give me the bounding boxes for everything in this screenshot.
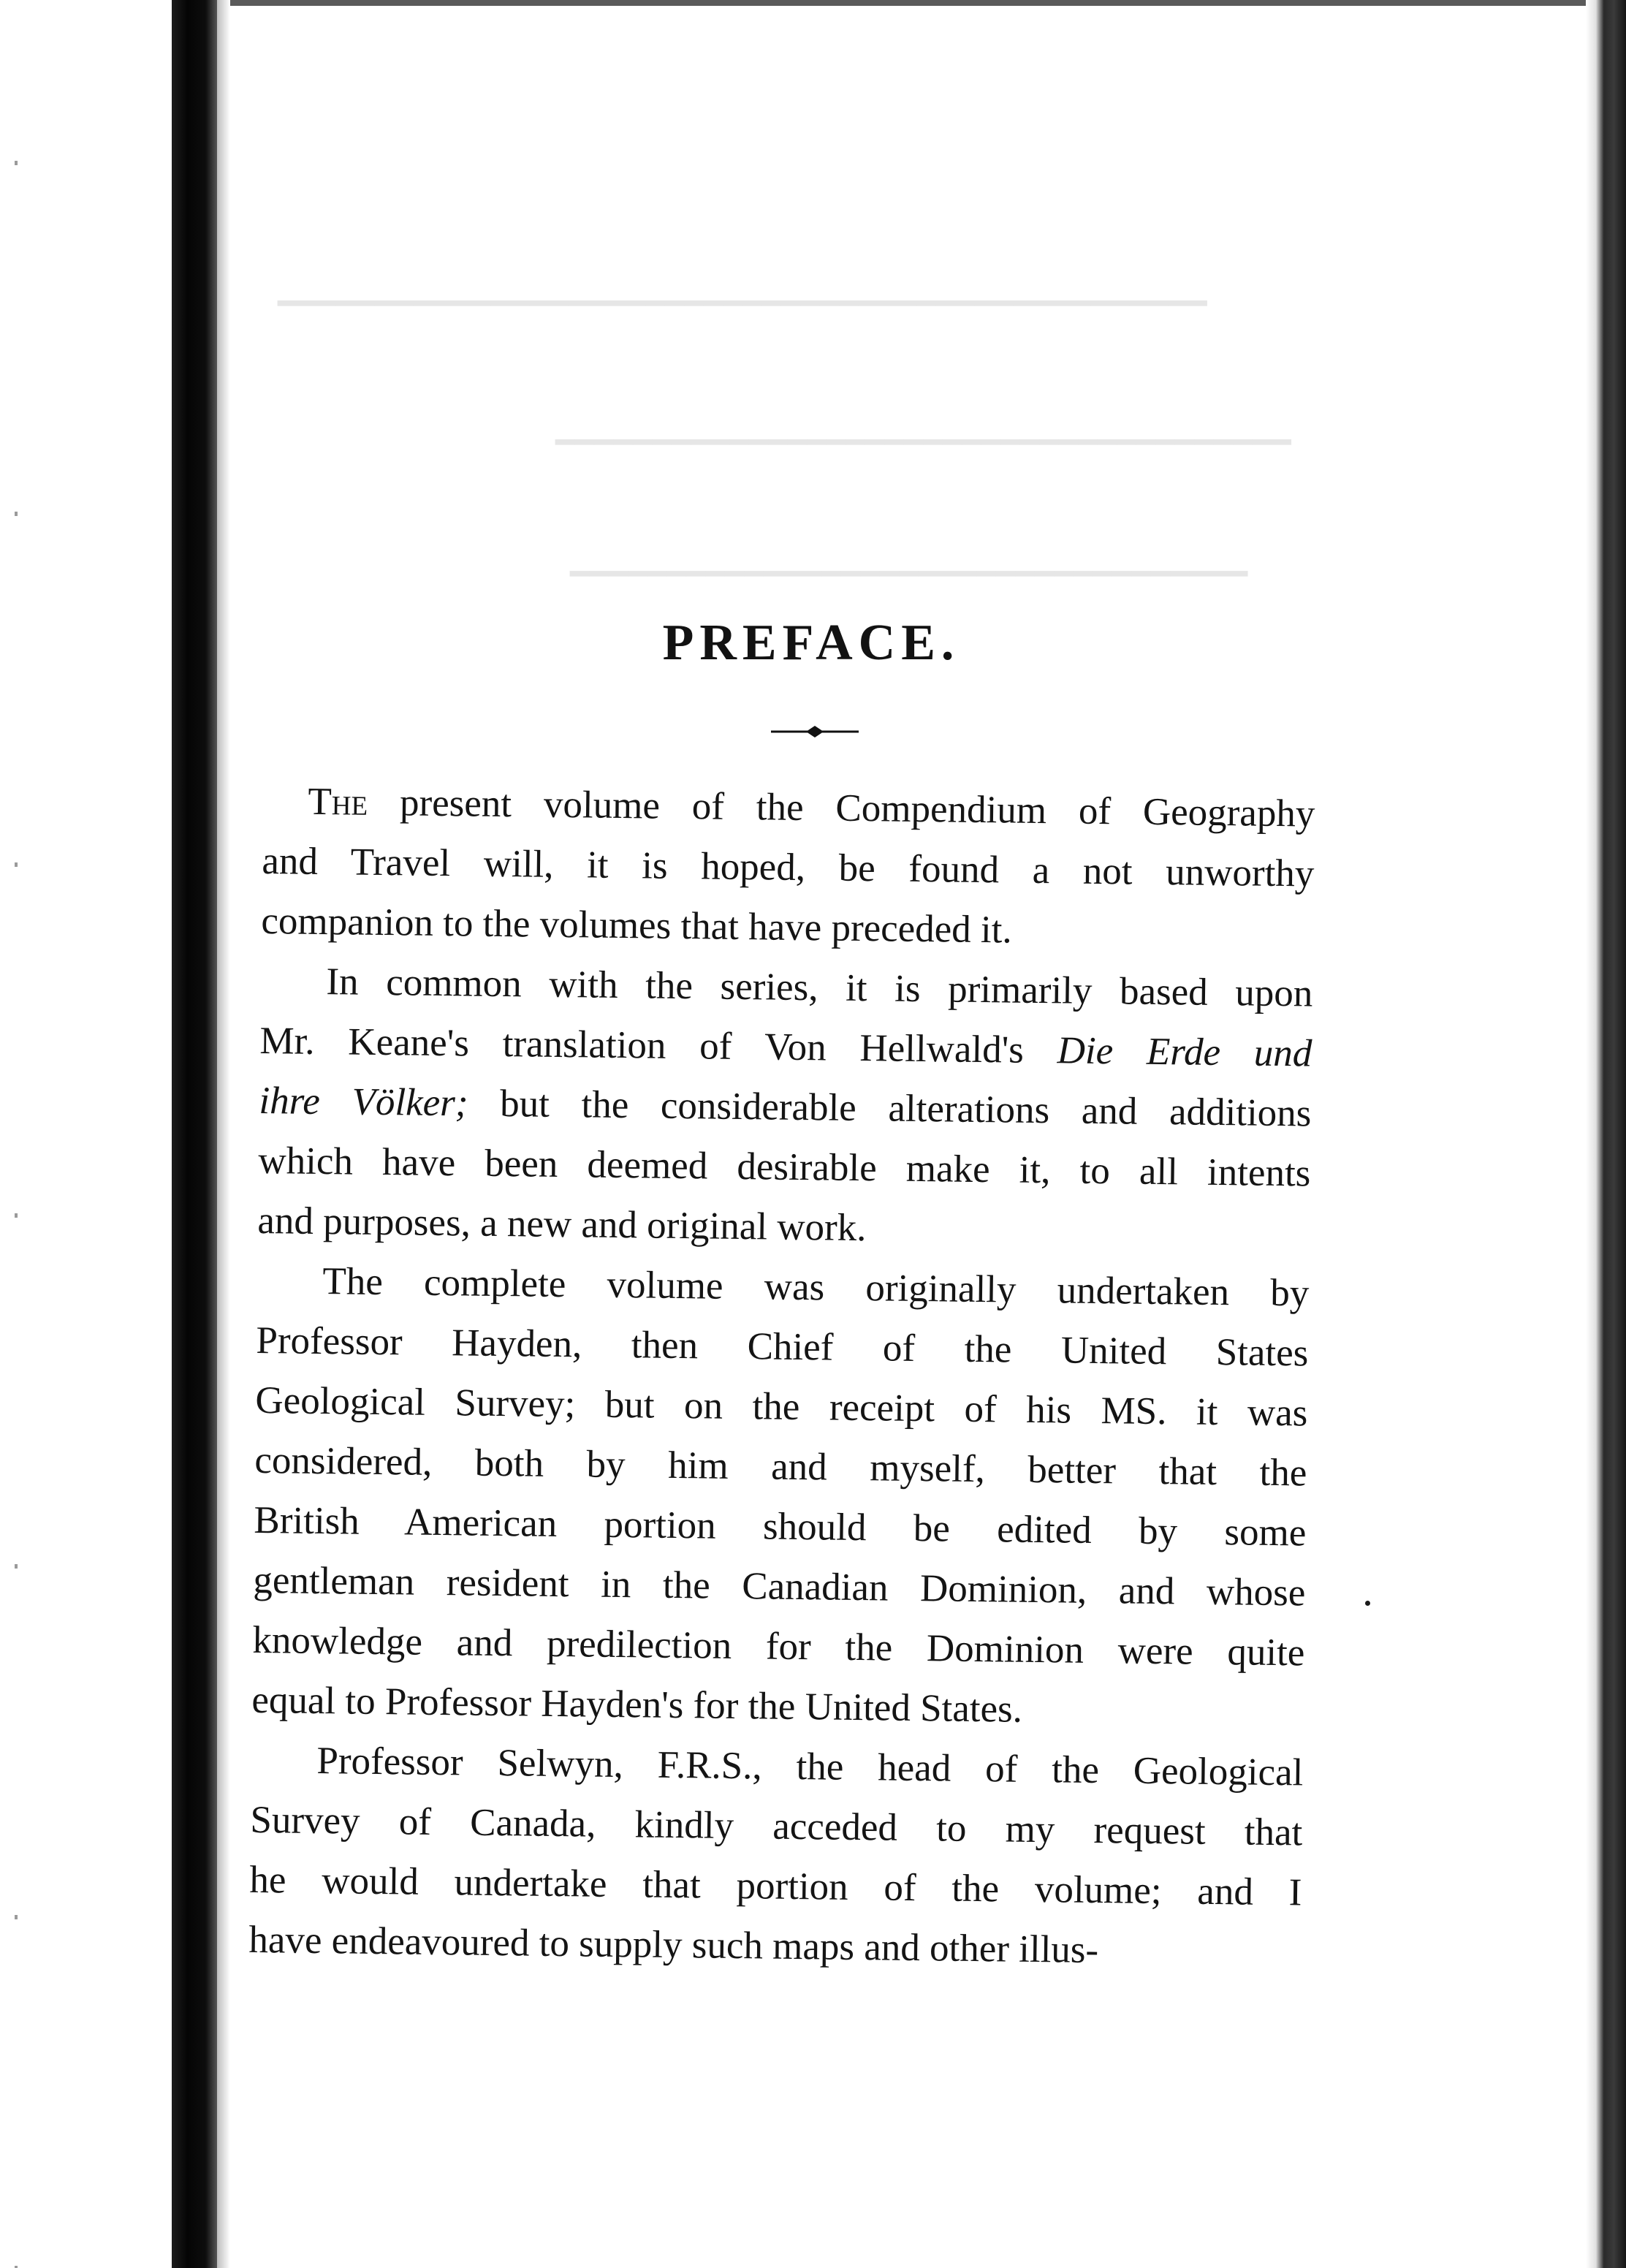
italic-title: ihre Völker; (259, 1079, 468, 1125)
line-text: equal to Professor Hayden's for the United States. (251, 1678, 1023, 1731)
book-binding-edge (172, 0, 217, 2268)
paragraph (251, 1251, 1310, 1743)
line-text: gentleman resident in the Canadian Dominion, and whose (253, 1558, 1306, 1615)
title-ornament (771, 720, 859, 742)
line-text: In common with the series, it is primarily based upon (326, 960, 1313, 1015)
line-text: have endeavoured to supply such maps and other illus- (248, 1918, 1099, 1972)
line-text: knowledge and predilection for the Dominion were quite (252, 1618, 1305, 1675)
line-text: Geological Survey; but on the receipt of his MS. it was (255, 1378, 1308, 1435)
line-text: but the considerable alterations and additions (468, 1082, 1312, 1135)
italic-title: Die Erde und (1057, 1029, 1312, 1075)
line-text: Mr. Keane's translation of Von Hellwald's (259, 1019, 1058, 1072)
page-top-edge (230, 0, 1626, 6)
line-text: and purposes, a new and original work. (257, 1199, 867, 1250)
show-through-text: ━━━━━━━━━━━━━━━━━━━━━━━━━━━━━━━━━━━━━━━━━━━━━━━━ (278, 286, 1207, 322)
gutter-shadow (217, 0, 230, 2268)
line-text: Professor Selwyn, F.R.S., the head of the Geological (316, 1740, 1304, 1794)
show-through-text: ━━━━━━━━━━━━━━━━━━━━━━━━━━━━━━━━━━━ (570, 556, 1248, 592)
line-text: considered, both by him and myself, better that the (254, 1438, 1307, 1495)
book-right-edge (1586, 0, 1626, 2268)
lead-word: The (308, 780, 368, 824)
line-text: companion to the volumes that have preceded it. (261, 899, 1013, 952)
line-text: which have been deemed desirable make it, to all intents (258, 1139, 1311, 1195)
ink-speck (1365, 1601, 1370, 1606)
line-text: The complete volume was originally undertaken by (322, 1260, 1310, 1315)
line-text: present volume of the Compendium of Geography (367, 781, 1315, 835)
line-text: British American portion should be edited by some (254, 1498, 1307, 1555)
line-text: Professor Hayden, then Chief of the United States (256, 1319, 1309, 1375)
line-text: he would undertake that portion of the volume; and I (249, 1858, 1302, 1914)
scan-specks (15, 0, 18, 2268)
paragraph (248, 1730, 1304, 1983)
preface-body (248, 771, 1315, 1982)
left-margin (0, 0, 172, 2268)
show-through-text: ━━━━━━━━━━━━━━━━━━━━━━━━━━━━━━━━━━━━━━ (555, 425, 1291, 460)
page-title: PREFACE. (662, 615, 960, 671)
paragraph (261, 771, 1315, 964)
paragraph (257, 951, 1313, 1264)
line-text: and Travel will, it is hoped, be found a not unworthy (262, 839, 1315, 895)
line-text: Survey of Canada, kindly acceded to my request that (250, 1798, 1303, 1854)
